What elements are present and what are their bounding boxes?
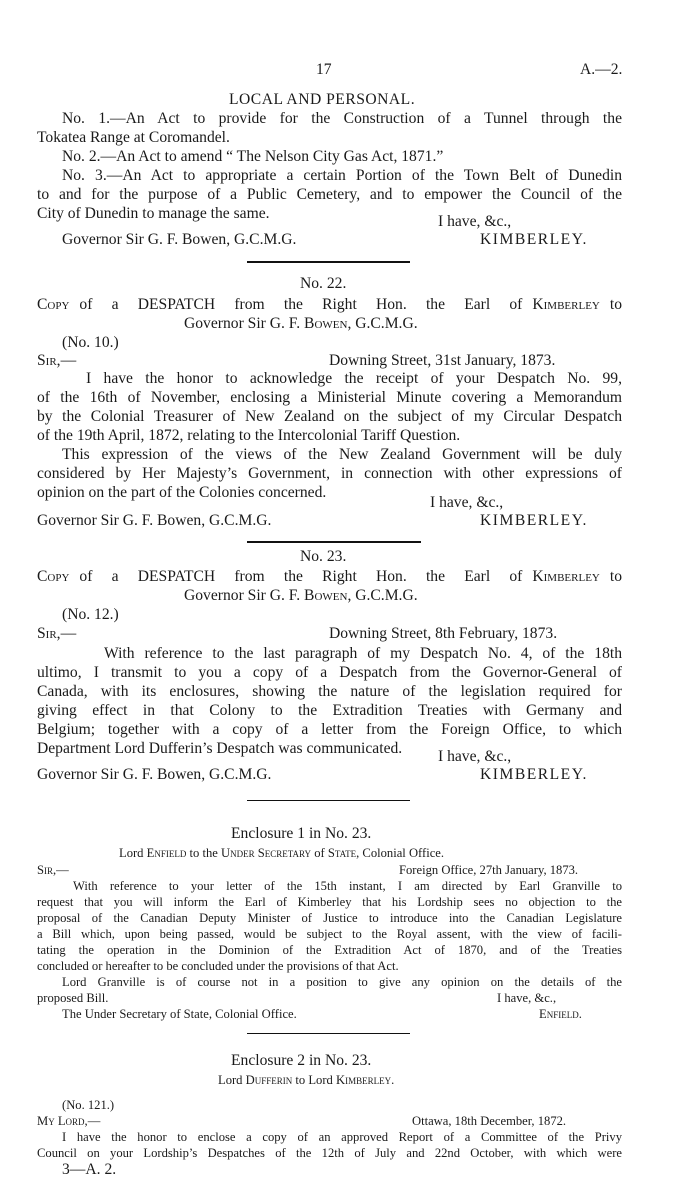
governor-prefix: Governor Sir G. F. xyxy=(184,587,301,604)
governor-prefix: Governor Sir G. F. xyxy=(184,315,301,332)
body-line: of the 19th April, 1872, relating to the Intercolonial Tariff Question. xyxy=(37,427,461,444)
lord-label: Lord xyxy=(119,846,144,860)
to-the-label: to the xyxy=(189,846,218,860)
despatch-number: No. 23. xyxy=(300,548,347,565)
governor-suffix: , G.C.M.G. xyxy=(347,315,418,332)
body-line: Lord Granville is of course not in a position to give any opinion on the details of the xyxy=(62,975,622,989)
copy-label: Copy xyxy=(37,568,70,585)
despatch-title-text: of a DESPATCH from the Right Hon. the Earl of xyxy=(79,568,523,585)
section-divider xyxy=(247,1033,410,1034)
despatch-title-line-2 xyxy=(184,586,418,605)
place-date: Ottawa, 18th December, 1872. xyxy=(412,1114,567,1128)
section-divider xyxy=(247,261,410,263)
addressee: Governor Sir G. F. Bowen, G.C.M.G. xyxy=(62,231,297,248)
body-line: Council on your Lordship’s Despatches of the 12th of July and 22nd October, with which were xyxy=(37,1146,622,1160)
section-divider xyxy=(247,541,421,543)
governor-name: Bowen xyxy=(304,587,348,604)
body-line: concluded or hereafter to be concluded under the provisions of that Act. xyxy=(37,959,399,973)
enclosure-from-to xyxy=(218,1072,394,1088)
closing-formula: I have, &c., xyxy=(438,748,512,765)
page-footer-signature-mark: 3—A. 2. xyxy=(62,1161,117,1178)
despatch-reference: (No. 10.) xyxy=(62,334,119,351)
despatch-title-line-1 xyxy=(37,295,622,314)
governor-suffix: , G.C.M.G. xyxy=(347,587,418,604)
sender-name: Dufferin xyxy=(245,1073,293,1087)
closing-formula: I have, &c., xyxy=(438,213,512,230)
despatch-title-line-2 xyxy=(184,314,418,333)
despatch-reference: (No. 121.) xyxy=(62,1098,115,1112)
title-to: to xyxy=(609,296,622,313)
salutation: Sir,— xyxy=(37,863,69,877)
signature: KIMBERLEY. xyxy=(480,231,588,248)
despatch-reference: (No. 12.) xyxy=(62,606,119,623)
salutation: Sir,— xyxy=(37,625,77,642)
body-line: tating the operation in the Dominion of the Extradition Act of 1870, and of the Treaties xyxy=(37,943,622,957)
despatch-title-line-1 xyxy=(37,567,622,586)
title-to: to xyxy=(609,568,622,585)
addressee: The Under Secretary of State, Colonial Office. xyxy=(62,1007,297,1021)
body-line: considered by Her Majesty’s Government, in connection with other expressions of xyxy=(37,465,622,482)
governor-name: Bowen xyxy=(304,315,348,332)
page-number: 17 xyxy=(316,61,332,78)
enclosure-title: Enclosure 1 in No. 23. xyxy=(231,825,372,842)
act-item-1-line-2: Tokatea Range at Coromandel. xyxy=(37,129,230,146)
body-line: opinion on the part of the Colonies concerned. xyxy=(37,484,327,501)
body-line: proposal of the Canadian Deputy Minister of Justice to introduce into the Canadian Legislature xyxy=(37,911,622,925)
recipient-title: Under Secretary xyxy=(221,846,312,860)
body-line: Department Lord Dufferin’s Despatch was communicated. xyxy=(37,740,403,757)
act-item-3-line-1: No. 3.—An Act to appropriate a certain Portion of the Town Belt of Dunedin xyxy=(62,167,622,184)
body-line: proposed Bill. xyxy=(37,991,109,1005)
body-line: request that you will inform the Earl of Kimberley that his Lordship sees no objection to the xyxy=(37,895,622,909)
body-line: Canada, with its enclosures, showing the nature of the legislation required for xyxy=(37,683,622,700)
recipient-name: Kimberley. xyxy=(336,1073,395,1087)
salutation: Sir,— xyxy=(37,352,77,369)
section-heading: LOCAL AND PERSONAL. xyxy=(229,91,416,108)
despatch-title-text: of a DESPATCH from the Right Hon. the Earl of xyxy=(79,296,523,313)
act-item-2: No. 2.—An Act to amend “ The Nelson City Gas Act, 1871.” xyxy=(62,148,444,165)
body-line: I have the honor to enclose a copy of an approved Report of a Committee of the Privy xyxy=(62,1130,622,1144)
body-line: ultimo, I transmit to you a copy of a Despatch from the Governor-General of xyxy=(37,664,622,681)
body-line: I have the honor to acknowledge the receipt of your Despatch No. 99, xyxy=(86,370,622,387)
enclosure-title: Enclosure 2 in No. 23. xyxy=(231,1052,372,1069)
body-line: giving effect in that Colony to the Extradition Treaties with Germany and xyxy=(37,702,622,719)
signature: Enfield. xyxy=(539,1007,582,1021)
signature: KIMBERLEY. xyxy=(480,766,588,783)
place-date: Downing Street, 31st January, 1873. xyxy=(329,352,556,369)
body-line: This expression of the views of the New Zealand Government will be duly xyxy=(62,446,622,463)
lord-label: Lord xyxy=(218,1073,243,1087)
closing-formula: I have, &c., xyxy=(430,494,504,511)
body-line: With reference to your letter of the 15th instant, I am directed by Earl Granville to xyxy=(73,879,622,893)
enclosure-from-to xyxy=(119,845,444,861)
signature: KIMBERLEY. xyxy=(480,512,588,529)
earl-name: Kimberley xyxy=(532,296,600,313)
section-divider xyxy=(247,800,410,801)
despatch-number: No. 22. xyxy=(300,275,347,292)
copy-label: Copy xyxy=(37,296,70,313)
of-label: of xyxy=(314,846,325,860)
closing-formula: I have, &c., xyxy=(497,991,557,1005)
body-line: by the Colonial Treasurer of New Zealand on the subject of my Circular Despatch xyxy=(37,408,622,425)
addressee: Governor Sir G. F. Bowen, G.C.M.G. xyxy=(37,766,272,783)
earl-name: Kimberley xyxy=(532,568,600,585)
to-lord-label: to Lord xyxy=(295,1073,333,1087)
sender-name: Enfield xyxy=(146,846,187,860)
act-item-3-line-2: to and for the purpose of a Public Cemetery, and to empower the Council of the xyxy=(37,186,622,203)
document-reference: A.—2. xyxy=(580,61,623,78)
place-date: Foreign Office, 27th January, 1873. xyxy=(399,863,579,877)
salutation: My Lord,— xyxy=(37,1114,101,1128)
body-line: of the 16th of November, enclosing a Ministerial Minute covering a Memorandum xyxy=(37,389,622,406)
office-label: , Colonial Office. xyxy=(356,846,445,860)
act-item-1-line-1: No. 1.—An Act to provide for the Construction of a Tunnel through the xyxy=(62,110,622,127)
state-word: State xyxy=(327,846,357,860)
act-item-3-line-3: City of Dunedin to manage the same. xyxy=(37,205,270,222)
body-line: With reference to the last paragraph of my Despatch No. 4, of the 18th xyxy=(104,645,622,662)
addressee: Governor Sir G. F. Bowen, G.C.M.G. xyxy=(37,512,272,529)
body-line: Belgium; together with a copy of a letter from the Foreign Office, to which xyxy=(37,721,622,738)
body-line: a Bill which, upon being passed, would be subject to the Royal assent, with the view of facili- xyxy=(37,927,622,941)
place-date: Downing Street, 8th February, 1873. xyxy=(329,625,558,642)
